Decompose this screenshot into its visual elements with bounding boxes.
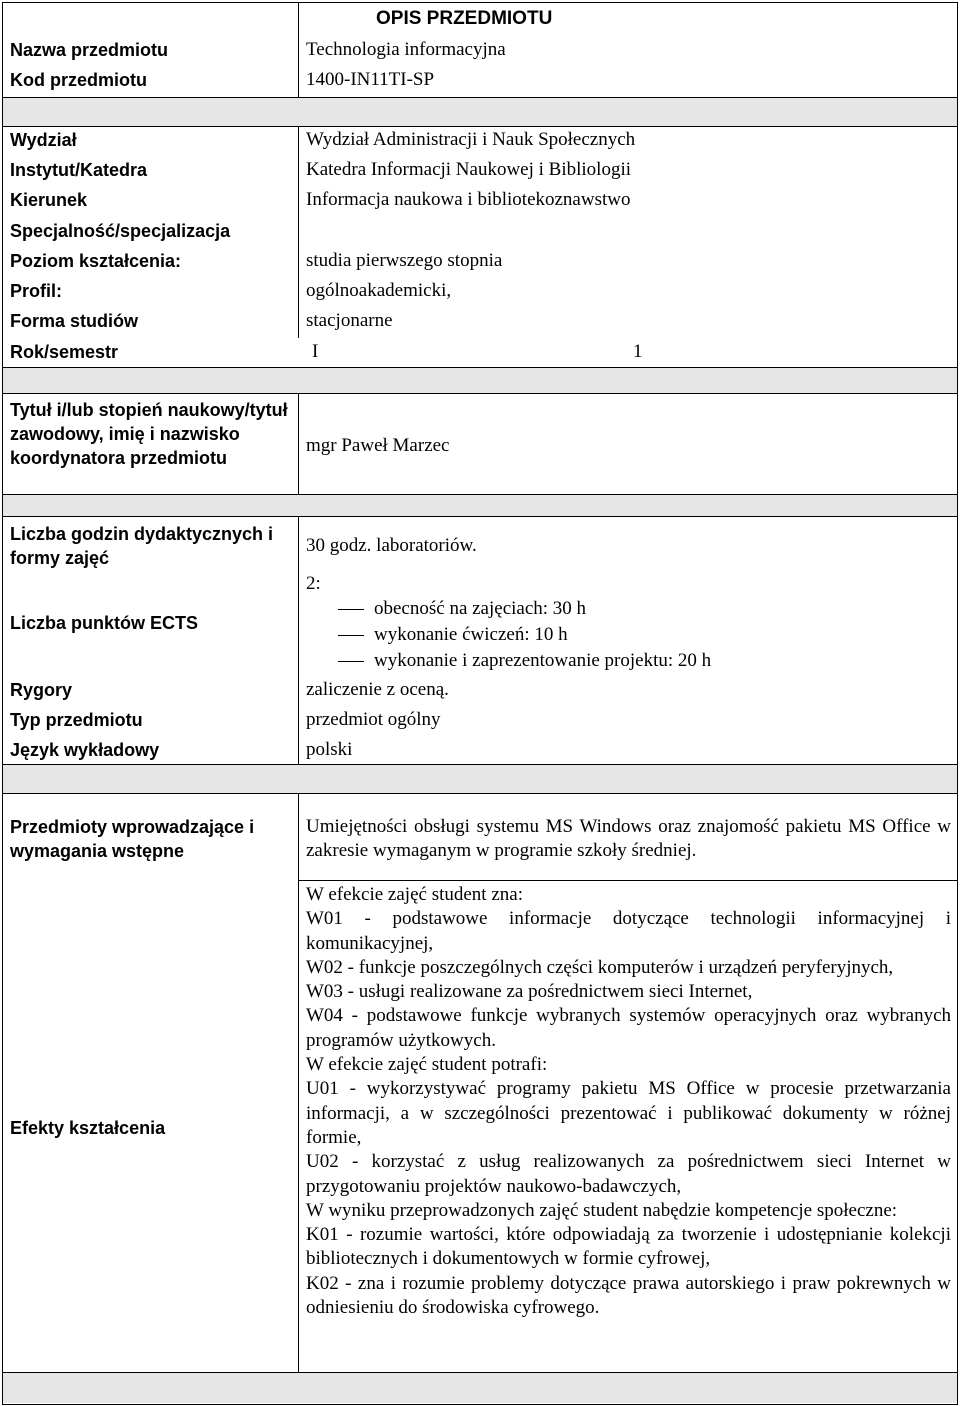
ects-value: 2: [306, 573, 321, 594]
spacer-row-2 [3, 368, 957, 393]
coordinator-value: mgr Paweł Marzec [306, 435, 450, 456]
outcome-line: U01 - wykorzystywać programy pakietu MS Office w procesie przetwarzania informacji, a w szczególności prezentować i publikować dokumenty w różnej formie, [306, 1078, 951, 1148]
outcome-line: W wyniku przeprowadzonych zajęć student nabędzie kompetencje społeczne: [306, 1199, 898, 1221]
outcomes-label: Efekty kształcenia [10, 1118, 166, 1138]
year-label: Rok/semestr [10, 342, 119, 362]
form-value: stacjonarne [306, 310, 393, 331]
language-label: Język wykładowy [10, 740, 160, 760]
dash-bullet-icon [338, 635, 364, 636]
course-code-label: Kod przedmiotu [10, 70, 147, 90]
course-name-label: Nazwa przedmiotu [10, 40, 169, 60]
field-value: Informacja naukowa i bibliotekoznawstwo [306, 189, 631, 210]
specialty-label: Specjalność/specjalizacja [10, 221, 231, 241]
page-title: OPIS PRZEDMIOTU [376, 8, 553, 29]
level-label: Poziom kształcenia: [10, 251, 182, 271]
coordinator-label: Tytuł i/lub stopień naukowy/tytuł zawodowy, imię i nazwisko koordynatora przedmiotu [10, 400, 288, 468]
outcome-line: U02 - korzystać z usług realizowanych za pośrednictwem sieci Internet w przygotowaniu projektów naukowo-badawczych, [306, 1151, 951, 1197]
institute-label: Instytut/Katedra [10, 160, 148, 180]
spacer-row-1 [3, 98, 957, 126]
outcome-line: W efekcie zajęć student zna: [306, 884, 523, 905]
spacer-row-3 [3, 495, 957, 516]
outcome-line: W04 - podstawowe funkcje wybranych systemów operacyjnych oraz wybranych programów użytkowych. [306, 1005, 951, 1051]
institute-value: Katedra Informacji Naukowej i Bibliologii [306, 159, 632, 180]
profile-label: Profil: [10, 281, 62, 301]
outcome-line: K01 - rozumie wartości, które odpowiadają za tworzenie i udostępnianie kolekcji bibliotecznych i dokumentowych w formie cyfrowej, [306, 1224, 951, 1270]
type-value: przedmiot ogólny [306, 709, 441, 730]
outcomes-list [306, 883, 951, 1320]
rigor-value: zaliczenie z oceną. [306, 679, 449, 700]
dash-bullet-icon [338, 661, 364, 662]
course-code-value: 1400-IN11TI-SP [306, 69, 435, 90]
rigor-label: Rygory [10, 680, 73, 700]
field-label: Kierunek [10, 190, 88, 210]
hours-value: 30 godz. laboratoriów. [306, 535, 477, 556]
faculty-value: Wydział Administracji i Nauk Społecznych [306, 129, 636, 150]
ects-label: Liczba punktów ECTS [10, 613, 199, 633]
prerequisites-value: Umiejętności obsługi systemu MS Windows oraz znajomość pakietu MS Office w zakresie wymaganym w programie szkoły średniej. [306, 816, 951, 862]
ects-item [338, 650, 711, 672]
ects-item [338, 598, 586, 620]
outcome-line: W03 - usługi realizowane za pośrednictwem sieci Internet, [306, 981, 753, 1003]
form-label: Forma studiów [10, 311, 139, 331]
profile-value: ogólnoakademicki, [306, 280, 452, 301]
outcome-line: W02 - funkcje poszczególnych części komputerów i urządzeń peryferyjnych, [306, 956, 894, 978]
ects-item [338, 624, 568, 646]
spacer-row-4 [3, 765, 957, 793]
outcome-line: K02 - zna i rozumie problemy dotyczące prawa autorskiego i praw pokrewnych w odniesieniu do środowiska cyfrowego. [306, 1272, 951, 1319]
spacer-row-5 [3, 1373, 957, 1403]
year-value: I [312, 341, 319, 362]
course-name-value: Technologia informacyjna [306, 39, 506, 60]
level-value: studia pierwszego stopnia [306, 250, 503, 271]
faculty-label: Wydział [10, 130, 77, 150]
outcome-line: W efekcie zajęć student potrafi: [306, 1054, 548, 1076]
type-label: Typ przedmiotu [10, 710, 143, 730]
ects-item-text: wykonanie i zaprezentowanie projektu: 20 h [374, 650, 712, 671]
language-value: polski [306, 739, 353, 760]
ects-item-text: wykonanie ćwiczeń: 10 h [374, 624, 568, 645]
outcome-line: W01 - podstawowe informacje dotyczące technologii informacyjnej i komunikacyjnej, [306, 908, 951, 954]
hours-label: Liczba godzin dydaktycznych i formy zajęć [10, 524, 274, 568]
semester-value: 1 [633, 341, 643, 362]
prerequisites-label: Przedmioty wprowadzające i wymagania wstępne [10, 817, 255, 861]
ects-item-text: obecność na zajęciach: 30 h [374, 598, 587, 619]
dash-bullet-icon [338, 609, 364, 610]
